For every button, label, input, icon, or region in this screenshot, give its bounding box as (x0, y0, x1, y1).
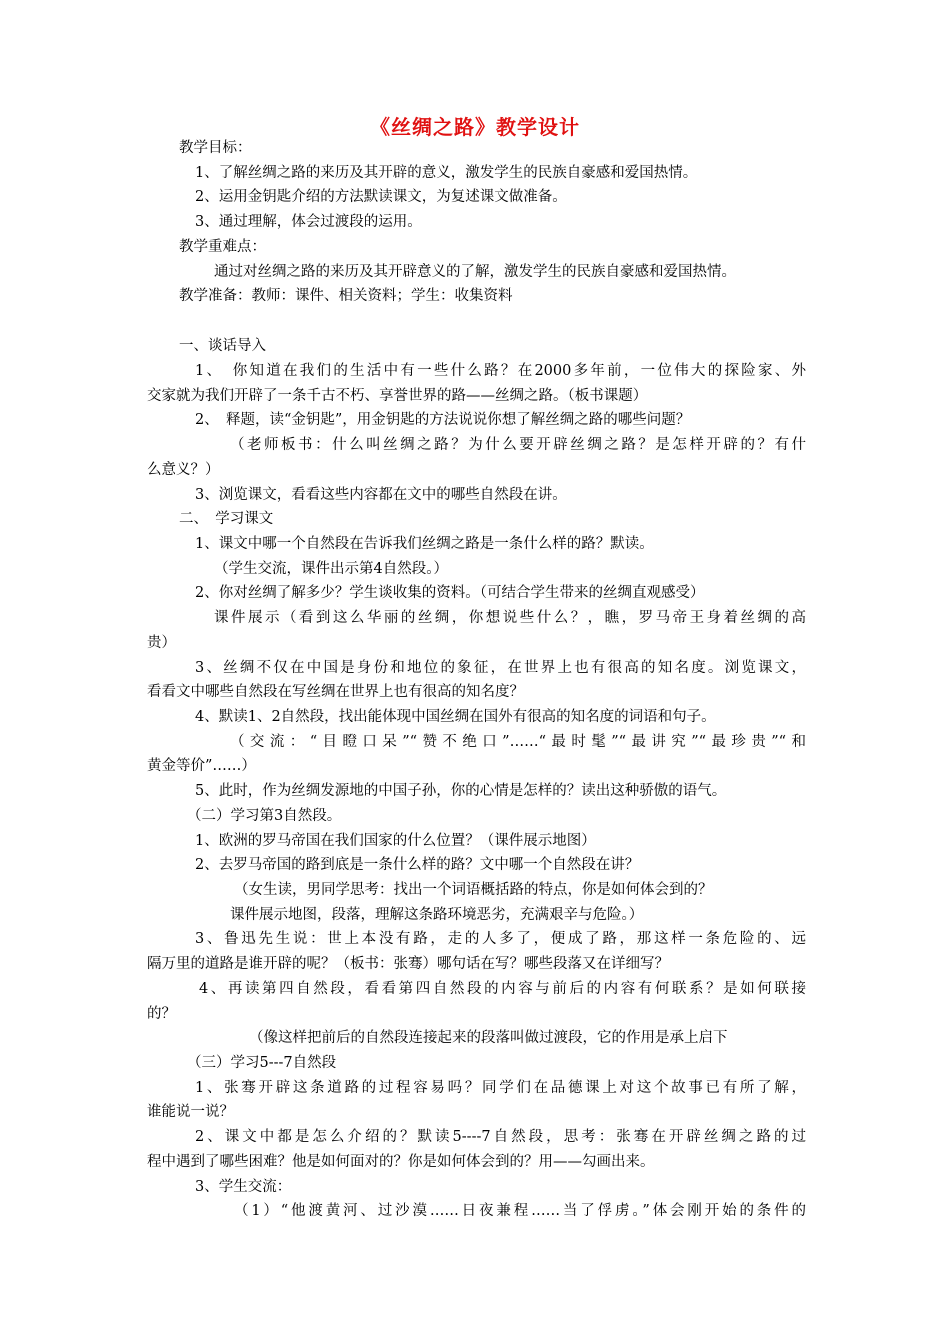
section-heading-intro: 一、谈话导入 (179, 338, 266, 354)
paragraph-line: 3、浏览课文，看看这些内容都在文中的哪些自然段在讲。 (195, 487, 567, 503)
paragraph-line: （老师板书：什么叫丝绸之路？为什么要开辟丝绸之路？是怎样开辟的？有什 (230, 437, 806, 453)
section-heading-objectives: 教学目标： (179, 140, 252, 156)
paragraph-line: 5、此时，作为丝绸发源地的中国子孙，你的心情是怎样的？读出这种骄傲的语气。 (195, 783, 727, 799)
section-heading-key-points: 教学重难点： (179, 239, 266, 255)
preparation-text: 教学准备：教师：课件、相关资料；学生：收集资料 (179, 288, 513, 304)
paragraph-line: （交流：“目瞪口呆”“赞不绝口”……“最时髦”“最讲究”“最珍贵”“和 (230, 734, 806, 750)
paragraph-line: 1、张骞开辟这条道路的过程容易吗？同学们在品德课上对这个故事已有所了解， (195, 1080, 806, 1096)
paragraph-line: 3、丝绸不仅在中国是身份和地位的象征，在世界上也有很高的知名度。浏览课文， (195, 660, 806, 676)
paragraph-line: 1、课文中哪一个自然段在告诉我们丝绸之路是一条什么样的路？默读。 (195, 536, 654, 552)
paragraph-line: （女生读，男同学思考：找出一个词语概括路的特点，你是如何体会到的？ (234, 882, 713, 898)
paragraph-line: （像这样把前后的自然段连接起来的段落叫做过渡段，它的作用是承上启下 (249, 1030, 728, 1046)
paragraph-line: （学生交流，课件出示第4自然段。） (214, 561, 448, 577)
paragraph-line: 看看文中哪些自然段在写丝绸在世界上也有很高的知名度？ (147, 684, 524, 700)
paragraph-line: 课件展示地图，段落，理解这条路环境恶劣，充满艰辛与危险。） (230, 907, 644, 923)
paragraph-line: 贵） (147, 635, 176, 651)
objective-item: 3、通过理解，体会过渡段的运用。 (195, 214, 422, 230)
paragraph-line: 程中遇到了哪些困难？他是如何面对的？你是如何体会到的？用——勾画出来。 (147, 1154, 655, 1170)
paragraph-line: 隔万里的道路是谁开辟的呢？（板书：张骞）哪句话在写？哪些段落又在详细写？ (147, 956, 669, 972)
paragraph-line: 么意义？） (147, 462, 220, 478)
document-title: 《丝绸之路》教学设计 (370, 115, 580, 139)
paragraph-line: 4、再读第四自然段，看看第四自然段的内容与前后的内容有何联系？是如何联接 (199, 981, 806, 997)
paragraph-line: 1、 你知道在我们的生活中有一些什么路？在2000多年前，一位伟大的探险家、外 (195, 363, 806, 379)
paragraph-line: 1、欧洲的罗马帝国在我们国家的什么位置？（课件展示地图） (195, 833, 596, 849)
paragraph-line: 2、去罗马帝国的路到底是一条什么样的路？文中哪一个自然段在讲？ (195, 857, 640, 873)
paragraph-line: 课件展示（看到这么华丽的丝绸，你想说些什么？，瞧，罗马帝王身着丝绸的高 (214, 610, 806, 626)
paragraph-line: 的？ (147, 1006, 176, 1022)
subsection-heading-para3: （二）学习第3自然段。 (187, 808, 342, 824)
paragraph-line: 3、鲁迅先生说：世上本没有路，走的人多了，便成了路，那这样一条危险的、远 (195, 931, 806, 947)
paragraph-line: 谁能说一说？ (147, 1104, 234, 1120)
subsection-heading-para5-7: （三）学习5---7自然段 (187, 1055, 337, 1071)
paragraph-line: 2、课文中都是怎么介绍的？默读5----7自然段，思考：张骞在开辟丝绸之路的过 (195, 1129, 806, 1145)
objective-item: 2、运用金钥匙介绍的方法默读课文，为复述课文做准备。 (195, 189, 567, 205)
paragraph-line: 2、 释题，读“金钥匙”，用金钥匙的方法说说你想了解丝绸之路的哪些问题？ (195, 412, 691, 428)
paragraph-line: （1）“他渡黄河、过沙漠……日夜兼程……当了俘虏。”体会刚开始的条件的 (234, 1203, 806, 1219)
paragraph-line: 黄金等价”……） (147, 758, 256, 774)
section-heading-study: 二、 学习课文 (179, 511, 274, 527)
key-point-text: 通过对丝绸之路的来历及其开辟意义的了解，激发学生的民族自豪感和爱国热情。 (214, 264, 736, 280)
paragraph-line: 4、默读1、2自然段，找出能体现中国丝绸在国外有很高的知名度的词语和句子。 (195, 709, 716, 725)
paragraph-line: 2、你对丝绸了解多少？学生谈收集的资料。（可结合学生带来的丝绸直观感受） (195, 585, 705, 601)
objective-item: 1、了解丝绸之路的来历及其开辟的意义，激发学生的民族自豪感和爱国热情。 (195, 165, 698, 181)
paragraph-line: 3、学生交流： (195, 1179, 292, 1195)
paragraph-line: 交家就为我们开辟了一条千古不朽、享誉世界的路——丝绸之路。（板书课题） (147, 388, 648, 404)
